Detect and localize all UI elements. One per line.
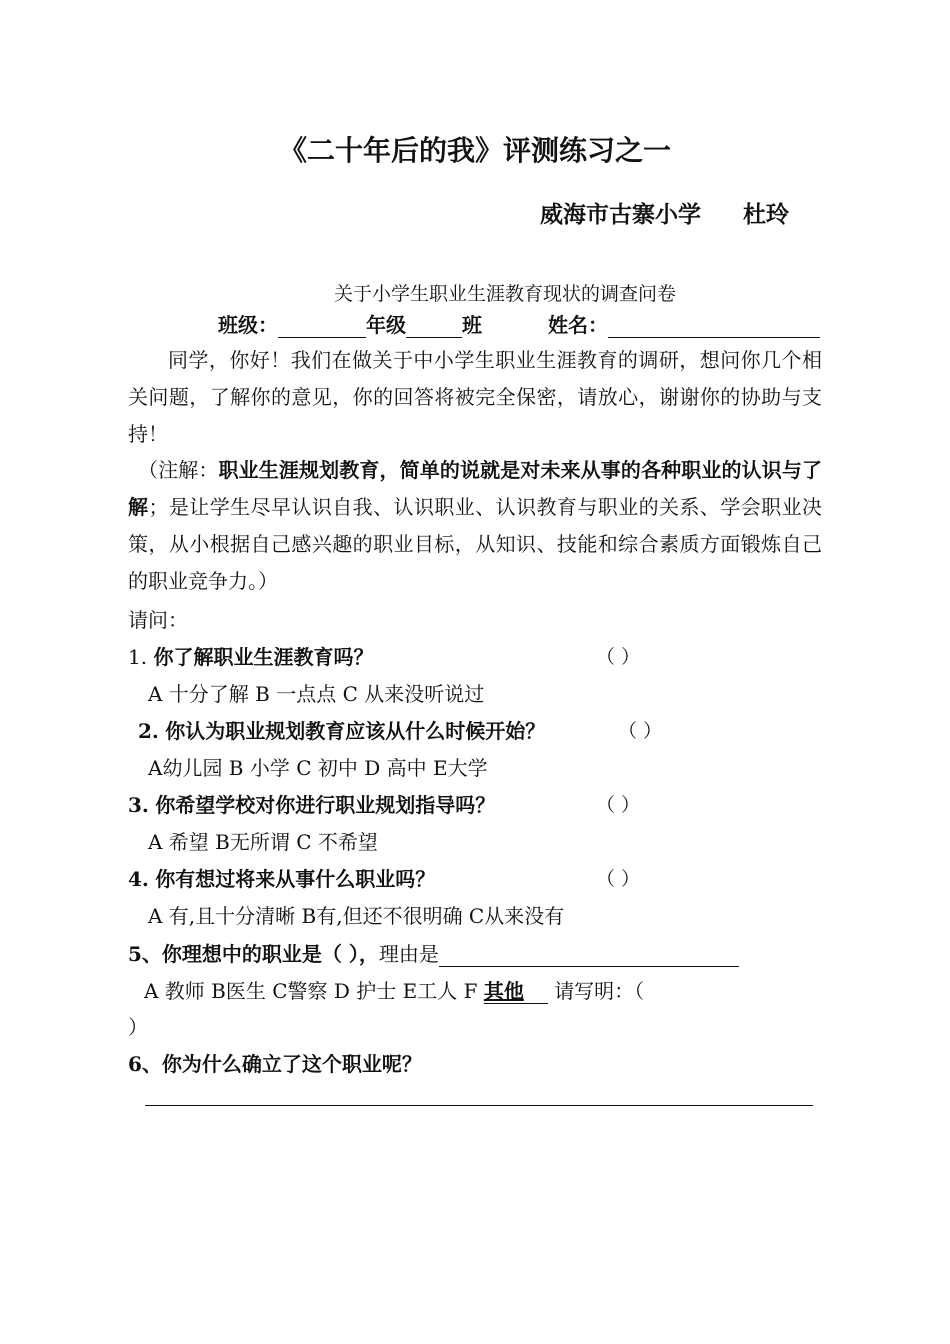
question-2-number: 2. bbox=[138, 719, 159, 743]
name-label: 姓名： bbox=[548, 313, 608, 337]
question-3-number: 3. bbox=[128, 793, 149, 817]
question-4-options: A 有,且十分清晰 B有,但还不很明确 C从来没有 bbox=[148, 904, 565, 928]
question-3-text: 你希望学校对你进行职业规划指导吗？ bbox=[155, 793, 496, 817]
question-1-text: 你了解职业生涯教育吗？ bbox=[153, 645, 374, 669]
school-name: 威海市古寨小学 bbox=[540, 201, 701, 228]
question-6-text: 6、你为什么确立了这个职业呢？ bbox=[128, 1052, 422, 1076]
question-4 bbox=[128, 866, 435, 892]
question-2 bbox=[138, 718, 545, 744]
answer-line[interactable] bbox=[145, 1105, 813, 1106]
class-label: 班级： bbox=[218, 313, 278, 337]
intro-paragraph: 同学，你好！我们在做关于中小学生职业生涯教育的调研，想问你几个相关问题，了解你的意见，你的回答将被完全保密，请放心，谢谢你的协助与支持！ bbox=[128, 348, 822, 446]
question-1 bbox=[128, 644, 373, 670]
question-3-answer[interactable]: （ ） bbox=[596, 794, 641, 816]
note-rest: ；是让学生尽早认识自我、认识职业、认识教育与职业的关系、学会职业决策，从小根据自己感兴趣的职业目标，从知识、技能和综合素质方面锻炼自己的职业竞争力。） bbox=[128, 495, 823, 593]
question-4-number: 4. bbox=[128, 867, 149, 891]
grade-label: 年级 bbox=[366, 313, 406, 337]
question-5-options bbox=[144, 978, 644, 1004]
reason-blank[interactable] bbox=[439, 944, 739, 967]
question-5 bbox=[128, 941, 739, 967]
question-3-options: A 希望 B无所谓 C 不希望 bbox=[148, 830, 378, 854]
author-name: 杜玲 bbox=[743, 201, 789, 228]
question-4-answer[interactable]: （ ） bbox=[596, 868, 641, 890]
question-2-answer[interactable]: （ ） bbox=[618, 720, 663, 742]
question-4-text: 你有想过将来从事什么职业吗？ bbox=[155, 867, 436, 891]
question-5-options-text: A 教师 B医生 C警察 D 护士 E工人 F bbox=[144, 979, 484, 1003]
ask-label: 请问： bbox=[128, 608, 188, 632]
question-2-text: 你认为职业规划教育应该从什么时候开始？ bbox=[165, 719, 546, 743]
ban-label: 班 bbox=[462, 313, 482, 337]
grade-blank[interactable] bbox=[406, 315, 462, 338]
survey-subtitle: 关于小学生职业生涯教育现状的调查问卷 bbox=[333, 283, 676, 305]
note-open: （注解： bbox=[138, 458, 219, 482]
other-option: 其他 bbox=[484, 979, 548, 1004]
note-paragraph bbox=[128, 452, 822, 600]
question-2-options: A幼儿园 B 小学 C 初中 D 高中 E大学 bbox=[148, 756, 488, 780]
name-blank[interactable] bbox=[608, 315, 820, 338]
class-blank[interactable] bbox=[278, 315, 366, 338]
reason-label: 理由是 bbox=[378, 942, 439, 966]
question-1-options: A 十分了解 B 一点点 C 从来没听说过 bbox=[148, 682, 485, 706]
question-5-text: 5、你理想中的职业是（ ）， bbox=[128, 942, 379, 966]
class-name-line bbox=[218, 312, 820, 338]
page-title: 《二十年后的我》评测练习之一 bbox=[278, 134, 671, 167]
question-1-answer[interactable]: （ ） bbox=[596, 646, 641, 668]
question-1-number: 1. bbox=[128, 645, 148, 669]
question-5-close: ） bbox=[128, 1015, 148, 1039]
question-3 bbox=[128, 792, 495, 818]
author-line bbox=[540, 200, 789, 230]
write-label: 请写明：（ bbox=[554, 979, 645, 1003]
note-definition: 职业生涯规划教育，简单的说就是对未来从事的各种职业的认识与了解 bbox=[128, 458, 823, 519]
